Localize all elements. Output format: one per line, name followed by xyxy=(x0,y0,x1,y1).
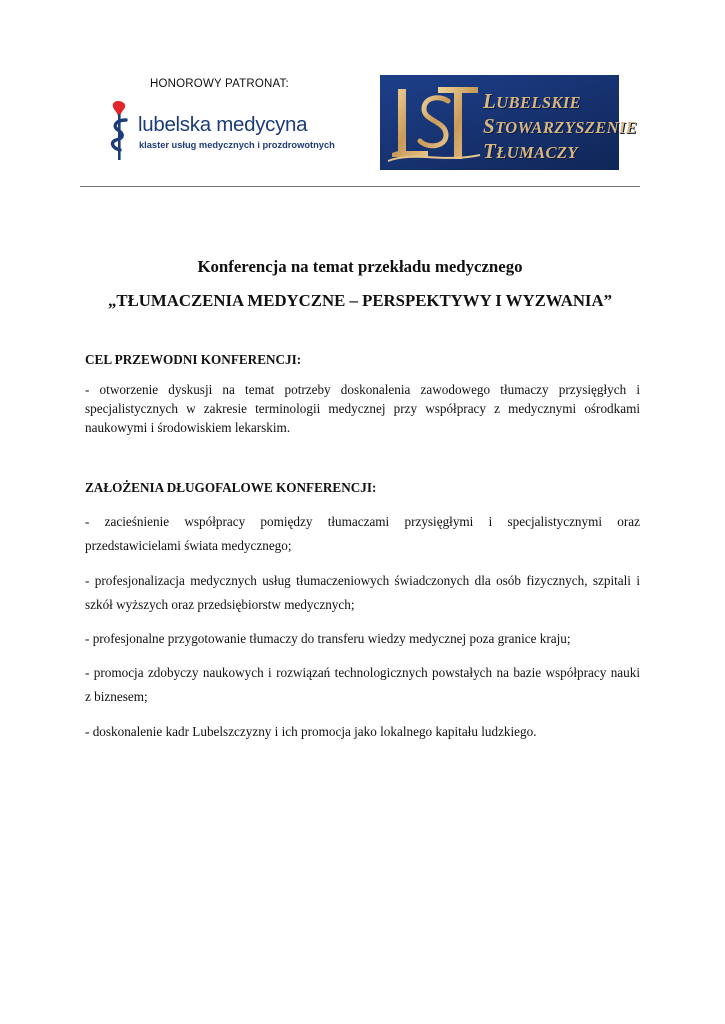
patronat-label: HONOROWY PATRONAT: xyxy=(150,78,289,90)
goal-text: - otworzenie dyskusji na temat potrzeby doskonalenia zawodowego tłumaczy przysięgłych i specjalistycznych w zakresie terminologii medycznej przy współpracy z medycznymi ośrodkami naukowymi i środowiskiem lekarskim. xyxy=(85,382,640,435)
assumption-item-1-line-2: przedstawicielami świata medycznego; xyxy=(85,538,292,553)
assumption-item-2-line-2: szkół wyższych oraz przedsiębiorstw medycznych; xyxy=(85,597,355,612)
assumption-item-2 xyxy=(85,569,640,617)
document-subtitle: Konferencja na temat przekładu medycznego xyxy=(197,257,523,276)
lst-monogram-icon xyxy=(384,81,482,165)
assumptions-heading: ZAŁOŻENIA DŁUGOFALOWE KONFERENCJI: xyxy=(85,480,377,495)
assumption-item-4-line-2: z biznesem; xyxy=(85,689,148,704)
assumption-item-3 xyxy=(85,627,640,651)
assumption-item-4 xyxy=(85,661,640,709)
lst-line-2: STOWARZYSZENIE xyxy=(483,114,638,138)
assumption-item-4-line-1: - promocja zdobyczy naukowych i rozwiązań technologicznych powstałych na bazie współpracy nauki xyxy=(85,665,640,680)
lubelska-medycyna-name: lubelska medycyna xyxy=(138,113,308,136)
assumption-item-2-line-1: - profesjonalizacja medycznych usług tłumaczeniowych świadczonych dla osób fizycznych, szpitali i xyxy=(85,573,640,588)
goal-heading: CEL PRZEWODNI KONFERENCJI: xyxy=(85,352,302,367)
caduceus-icon xyxy=(108,100,134,162)
assumption-item-1-line-1: - zacieśnienie współpracy pomiędzy tłumaczami przysięgłymi i specjalistycznymi oraz xyxy=(85,514,640,529)
lst-line-1: LUBELSKIE xyxy=(483,89,582,113)
lubelska-medycyna-logo xyxy=(108,100,338,166)
document-title: „TŁUMACZENIA MEDYCZNE – PERSPEKTYWY I WYZWANIA” xyxy=(108,291,612,310)
assumption-item-5-line-1: - doskonalenie kadr Lubelszczyzny i ich promocja jako lokalnego kapitału ludzkiego. xyxy=(85,724,537,739)
assumption-item-1 xyxy=(85,510,640,558)
lubelska-medycyna-tagline: klaster usług medycznych i prozdrowotnych xyxy=(139,140,335,150)
lst-line-3: TŁUMACZY xyxy=(483,139,578,163)
lst-logo xyxy=(380,75,638,170)
header-rule xyxy=(80,186,640,187)
assumption-item-5 xyxy=(85,720,640,744)
assumption-item-3-line-1: - profesjonalne przygotowanie tłumaczy do transferu wiedzy medycznej poza granice kraju; xyxy=(85,631,571,646)
